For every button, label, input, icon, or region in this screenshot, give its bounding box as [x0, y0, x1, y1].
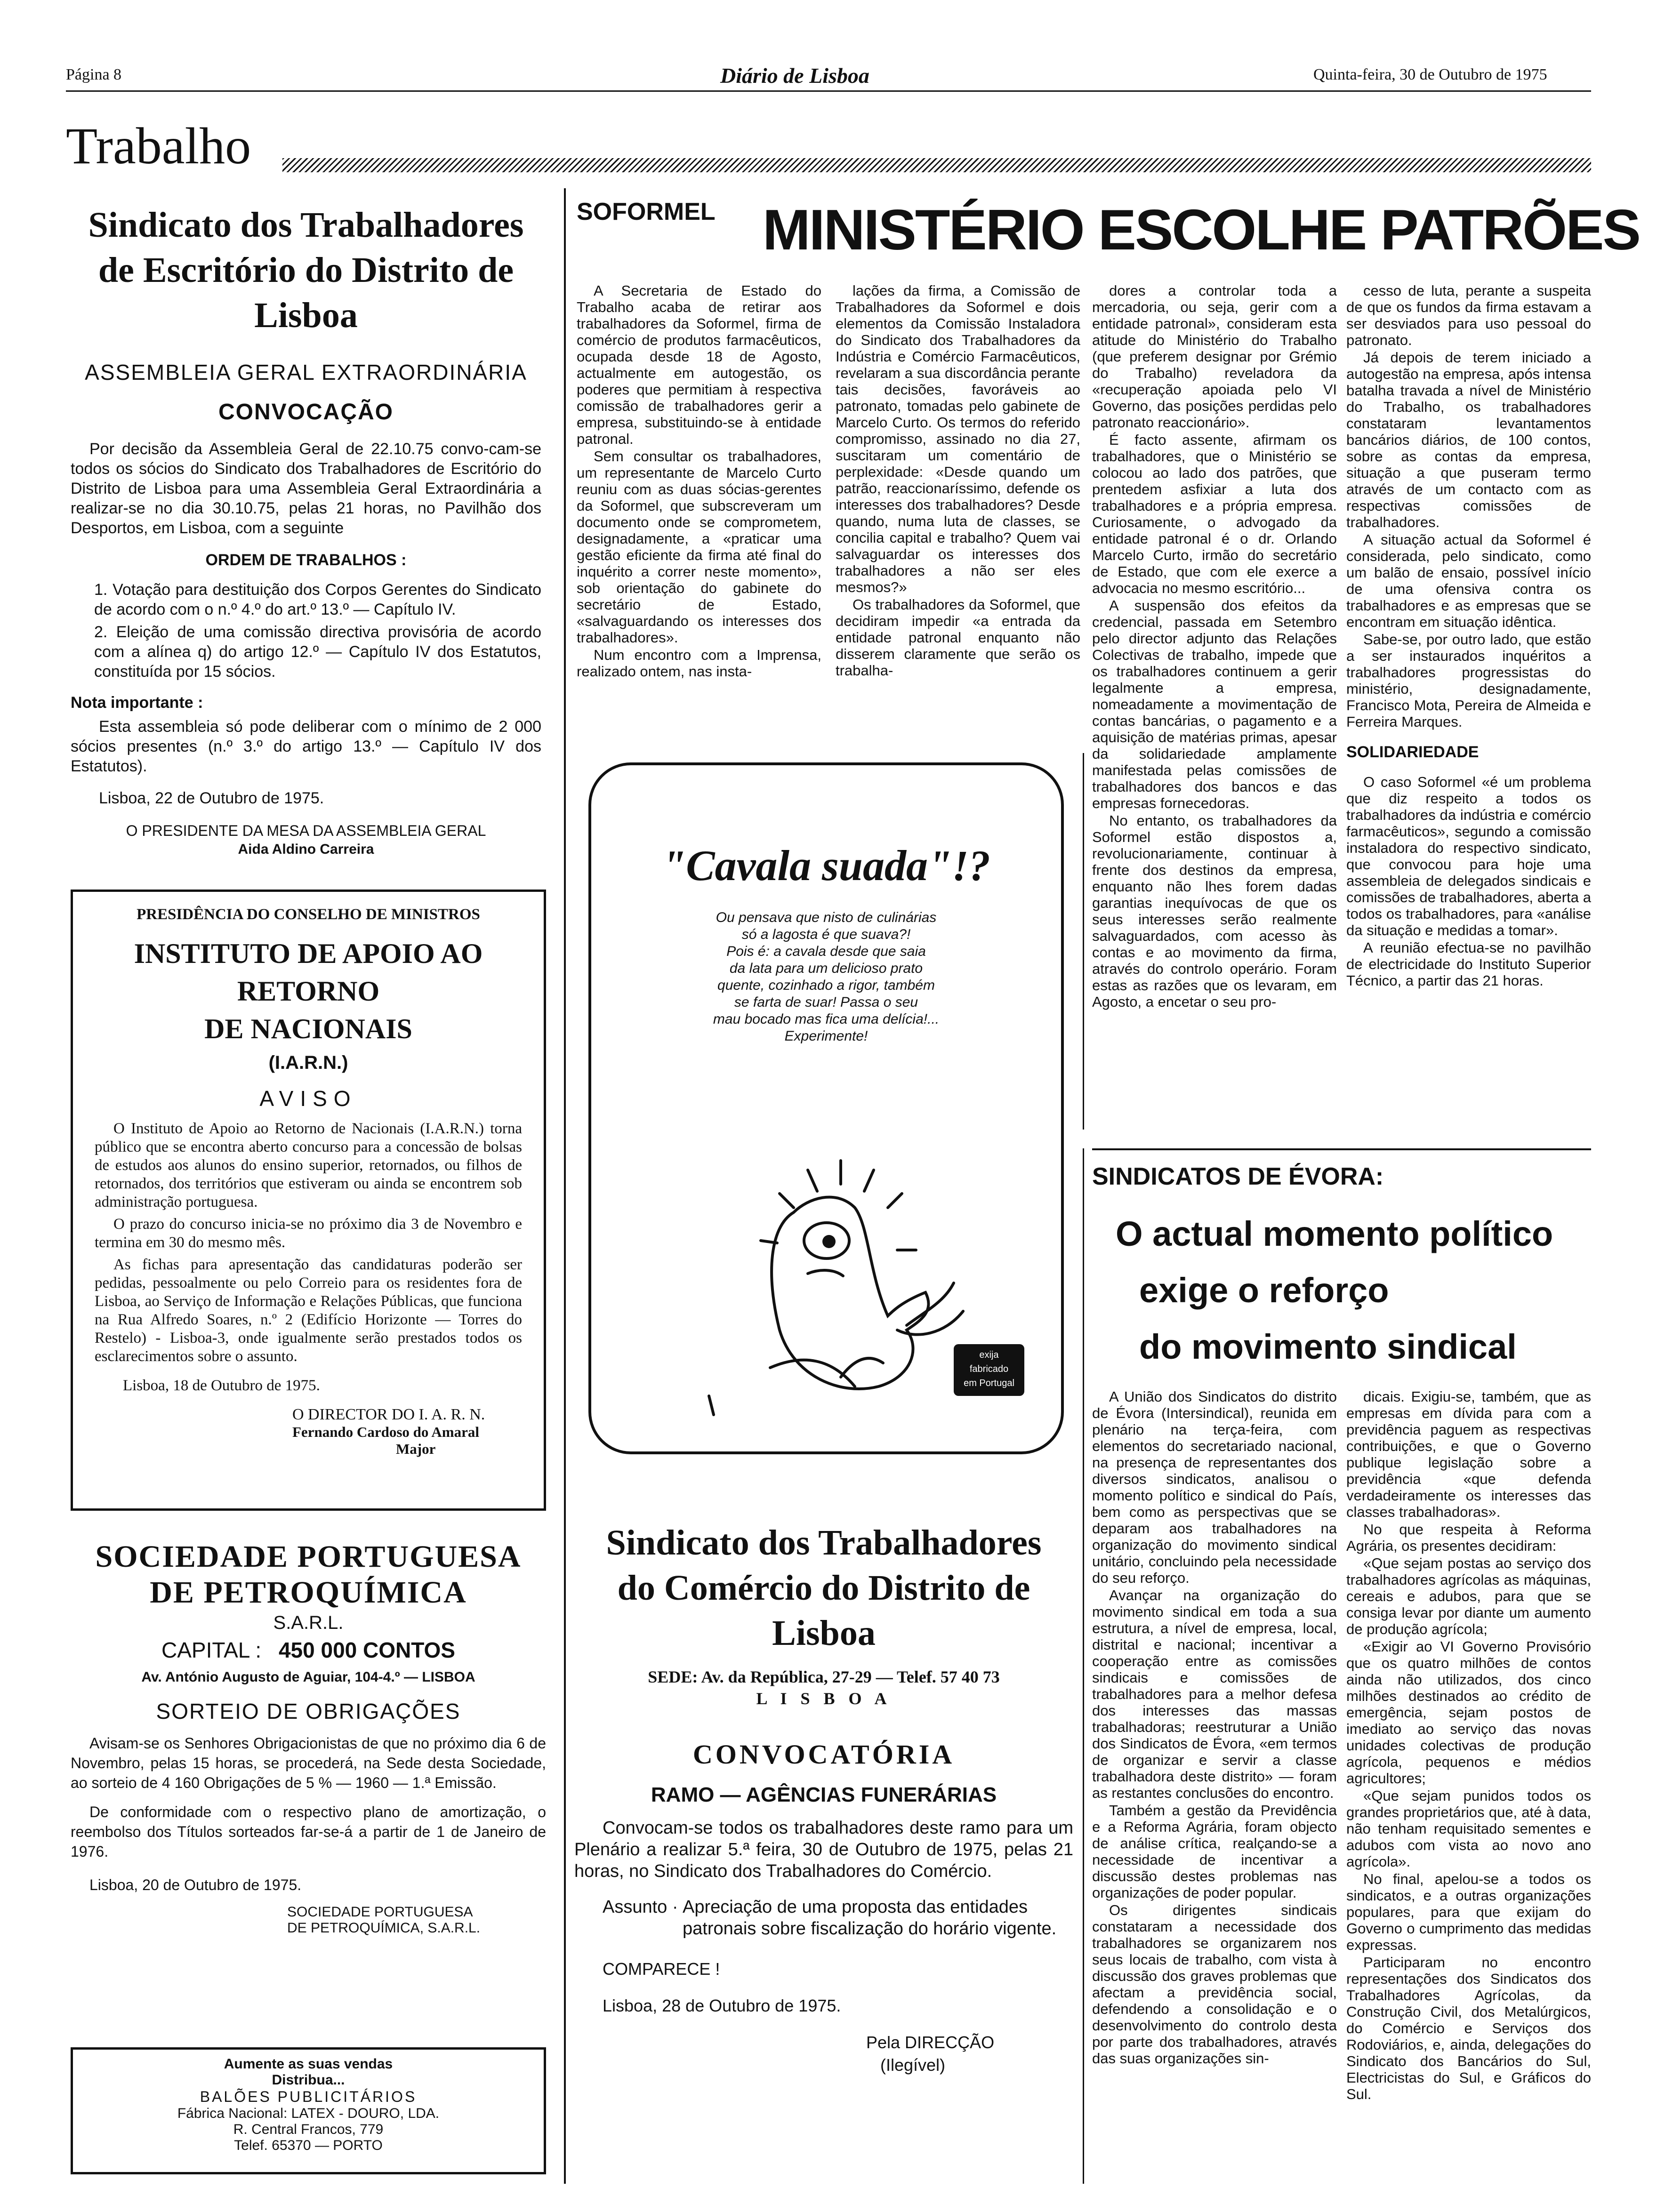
- escritorio-item-1: 1. Votação para destituição dos Corpos Gerentes do Sindicato de acordo com o n.º 4.º do art.º 13.º — Capítulo IV.: [94, 581, 541, 618]
- comercio-city: L I S B O A: [756, 1689, 892, 1708]
- soformel-c4-p4: Sabe-se, por outro lado, que estão a ser instaurados inquéritos a trabalhadores progressistas do ministério, designadamente, Francisco Mota, Pereira de Almeida e Ferreira Marques.: [1346, 631, 1591, 730]
- escritorio-subtitle: ASSEMBLEIA GERAL EXTRAORDINÁRIA: [85, 360, 527, 385]
- escritorio-note-heading: Nota importante :: [71, 694, 203, 712]
- escritorio-sign-name: Aida Aldino Carreira: [238, 842, 374, 857]
- evora-c2-p2: No que respeita à Reforma Agrária, os presentes decidiram:: [1346, 1521, 1591, 1554]
- petro-sarl: S.A.R.L.: [273, 1612, 344, 1633]
- evora-col-1: [1092, 1388, 1337, 2184]
- cavala-line-1: Ou pensava que nisto de culinárias: [716, 910, 937, 925]
- baloes-line-2: Distribua...: [272, 2072, 345, 2088]
- soformel-c2-p1: lações da firma, a Comissão de Trabalhadores da Soformel e dois elementos da Comissão Instaladora do Sindicato dos Trabalhadores da Indústria e Comércio Farmacêuticos, revelaram a sua discordância perante tais decisões, favoráveis ao patronato, tomadas pelo gabinete de Marcelo Curto. Os termos do referido compromisso, assinado no dia 27, suscitaram um comentário de perplexidade: «Desde quando um patrão, reaccionaríssimo, defende os interesses dos trabalhadores? Desde quando, numa luta de classes, se concilia capital e trabalho? Quem vai salvaguardar os interesses dos trabalhadores a não ser eles mesmos?»: [836, 282, 1080, 595]
- iarn-title-1: INSTITUTO DE APOIO AO RETORNO: [134, 938, 483, 1007]
- escritorio-note: Esta assembleia só pode deliberar com o mínimo de 2 000 sócios presentes (n.º 3.º do artigo 13.º — Capítulo IV dos Estatutos).: [71, 718, 541, 775]
- badge-line-3: em Portugal: [964, 1378, 1014, 1388]
- evora-kicker: SINDICATOS DE ÉVORA:: [1092, 1163, 1384, 1190]
- petro-title-1: SOCIEDADE PORTUGUESA: [95, 1539, 522, 1574]
- comercio-title-1: Sindicato dos Trabalhadores: [606, 1523, 1042, 1563]
- soformel-c3-p4: No entanto, os trabalhadores da Soformel estão dispostos a, revolucionariamente, continuar à frente dos destinos da empresa, enquanto não lhes forem dadas garantias inequívocas de que os seus interesses serão realmente salvaguardados, com acesso às contas e ao movimento da firma, através do controlo operário. Foram estas as razões que os levaram, em Agosto, a encetar o seu pro-: [1092, 812, 1337, 1010]
- escritorio-order-heading: ORDEM DE TRABALHOS :: [205, 551, 407, 569]
- iarn-p2: O prazo do concurso inicia-se no próximo dia 3 de Novembro e termina em 30 do mesmo mês.: [95, 1216, 522, 1251]
- petro-capital: [71, 1637, 546, 1663]
- iarn-title-2: DE NACIONAIS: [204, 1013, 412, 1044]
- evora-c1-p4: Os dirigentes sindicais constataram a necessidade dos trabalhadores se organizarem nos seus locais de trabalho, com vista à discussão dos graves problemas que afectam a previdência social, defendendo a consolidação e o desenvolvimento do controlo desta por parte dos trabalhadores, através das suas organizações sin-: [1092, 1902, 1337, 2067]
- iarn-p3: As fichas para apresentação das candidaturas poderão ser pedidas, pessoalmente ou pelo Correio para os residentes fora de Lisboa, ao Serviço de Informação e Relações Públicas, que funciona na Rua Alfredo Soares, n.º 2 (Edifício Horizonte — Torres do Restelo) - Lisboa-3, onde igualmente serão prestados todos os esclarecimentos sobre o assunto.: [95, 1256, 522, 1365]
- soformel-kicker: SOFORMEL: [577, 198, 716, 225]
- comercio-sign-2: (Ilegível): [880, 2055, 946, 2075]
- soformel-col-2: [836, 282, 1080, 739]
- header-date: Quinta-feira, 30 de Outubro de 1975: [1313, 66, 1547, 83]
- soformel-c4-p1: cesso de luta, perante a suspeita de que os fundos da firma estavam a ser desviados para uso pessoal do patronato.: [1346, 282, 1591, 348]
- soformel-col-3: [1092, 282, 1337, 1134]
- soformel-col-4: [1346, 282, 1591, 1134]
- baloes-line-5: R. Central Francos, 779: [233, 2122, 384, 2137]
- masthead: Diário de Lisboa: [720, 64, 869, 88]
- petro-notice: [71, 1539, 546, 2043]
- escritorio-date: Lisboa, 22 de Outubro de 1975.: [99, 789, 324, 807]
- soformel-c4-p2: Já depois de terem iniciado a autogestão na empresa, após intensa batalha travada a nível de Ministério do Trabalho, os trabalhadores constataram levantamentos bancários diários, de 100 contos, sobre as contas da empresa, situação a que puseram termo através de um contacto com as respectivas comissões de trabalhadores.: [1346, 349, 1591, 530]
- soformel-c3-p2: É facto assente, afirmam os trabalhadores, que o Ministério se colocou ao lado dos patrões, que prentedem asfixiar a luta dos trabalhadores e a própria empresa. Curiosamente, o advogado da entidade patronal é o dr. Orlando Marcelo Curto, irmão do secretário de Estado, que com ele exerce a advocacia no mesmo escritório...: [1092, 432, 1337, 596]
- baloes-line-3: BALÕES PUBLICITÁRIOS: [200, 2088, 417, 2105]
- comercio-title-2: do Comércio do Distrito de Lisboa: [617, 1568, 1030, 1653]
- escritorio-item-2: 2. Eleição de uma comissão directiva provisória de acordo com a alínea q) do artigo 12.º — Capítulo IV dos Estatutos, constituída por 15 sócios.: [94, 623, 541, 681]
- section-hatch: [282, 158, 1591, 172]
- evora-c2-p4: «Exigir ao VI Governo Provisório que os quatro milhões de contos ainda não utilizados, dos cinco milhões destinados ao crédito de emergência, sejam postos de imediato ao serviço das novas unidades colectivas de produção agrícola, pequenos e médios agricultores;: [1346, 1638, 1591, 1787]
- sweating-fish-illustration: [700, 1132, 991, 1434]
- iarn-sign-rank: Major: [396, 1441, 436, 1457]
- evora-c1-p3: Também a gestão da Previdência e a Reforma Agrária, foram objecto de análise crítica, realçando-se a necessidade de incentivar a discussão destes problemas nas organizações de poder popular.: [1092, 1802, 1337, 1901]
- escritorio-notice: [71, 202, 541, 857]
- comercio-notice: [574, 1520, 1073, 2188]
- soformel-solid-heading: SOLIDARIEDADE: [1346, 743, 1479, 761]
- petro-p2: De conformidade com o respectivo plano de amortização, o reembolso dos Títulos sorteados far-se-á a partir de 1 de Janeiro de 1976.: [71, 1803, 546, 1860]
- iarn-acronym: (I.A.R.N.): [268, 1052, 348, 1073]
- badge-line-2: fabricado: [969, 1364, 1009, 1374]
- petro-heading: SORTEIO DE OBRIGAÇÕES: [156, 1699, 461, 1723]
- evora-top-rule: [1092, 1148, 1591, 1150]
- baloes-line-1: Aumente as suas vendas: [224, 2056, 393, 2072]
- evora-headline-3: do movimento sindical: [1139, 1327, 1517, 1366]
- evora-headline-1: O actual momento político: [1116, 1214, 1553, 1253]
- evora-c2-p3: «Que sejam postas ao serviço dos trabalhadores agrícolas as máquinas, cereais e adubos, para que se consiga levar por diante um aumento de produção agrícola;: [1346, 1555, 1591, 1637]
- cavala-line-6: se farta de suar! Passa o seu: [734, 994, 918, 1010]
- soformel-solid-p2: A reunião efectua-se no pavilhão de electricidade do Instituto Superior Técnico, a partir das 21 horas.: [1346, 939, 1591, 989]
- petro-p1: Avisam-se os Senhores Obrigacionistas de que no próximo dia 6 de Novembro, pelas 15 horas, se procederá, na Sede desta Sociedade, ao sorteio de 4 160 Obrigações de 5 % — 1960 — 1.ª Emissão.: [71, 1735, 546, 1791]
- iarn-p1: O Instituto de Apoio ao Retorno de Nacionais (I.A.R.N.) torna público que se encontra aberto concurso para a concessão de bolsas de estudos aos alunos do ensino superior, retornados, ou filhos de retornados, dos territórios que estiveram ou ainda se encontrem sob administração portuguesa.: [95, 1120, 522, 1210]
- soformel-col-1: [577, 282, 821, 739]
- cavala-line-2: só a lagosta é que suava?!: [741, 927, 911, 942]
- soformel-headline: MINISTÉRIO ESCOLHE PATRÕES: [763, 198, 1640, 262]
- cavala-line-3: Pois é: a cavala desde que saia: [726, 944, 926, 959]
- comercio-p1: Convocam-se todos os trabalhadores deste ramo para um Plenário a realizar 5.ª feira, 30 de Outubro de 1975, pelas 21 horas, no Sindicato dos Trabalhadores do Comércio.: [574, 1818, 1073, 1881]
- soformel-c3-p3: A suspensão dos efeitos da credencial, passada em Setembro pelo director adjunto das Relações Colectivas de trabalho, impede que os trabalhadores continuem a gerir legalmente a empresa, nomeadamente a movimentação de contas bancárias, o pagamento e a aquisição de matérias primas, apesar da solidariedade amplamente manifestada pelas comissões de trabalhadores dos bancos e das empresas fornecedoras.: [1092, 597, 1337, 811]
- escritorio-sign-title: O PRESIDENTE DA MESA DA ASSEMBLEIA GERAL: [126, 822, 486, 839]
- soformel-c2-p2: Os trabalhadores da Soformel, que decidiram impedir «a entrada da entidade patronal enquanto não disserem claramente que serão os trabalha-: [836, 596, 1080, 679]
- petro-sign-2: DE PETROQUÍMICA, S.A.R.L.: [287, 1920, 481, 1936]
- iarn-sign-name: Fernando Cardoso do Amaral: [292, 1424, 479, 1440]
- middle-divider: [1083, 1148, 1084, 2184]
- baloes-line-4: Fábrica Nacional: LATEX - DOURO, LDA.: [177, 2106, 440, 2121]
- cavala-line-7: mau bocado mas fica uma delícia!...: [713, 1011, 940, 1027]
- column-divider: [564, 188, 566, 2184]
- cavala-line-4: da lata para um delicioso prato: [729, 961, 923, 976]
- soformel-c1-p1: A Secretaria de Estado do Trabalho acaba de retirar aos trabalhadores da Soformel, firma de comércio de produtos farmacêuticos, ocupada desde 18 de Agosto, actualmente em autogestão, os poderes que permitiam à respectiva comissão de trabalhadores gerir a empresa, substituindo-se à entidade patronal.: [577, 282, 821, 447]
- petro-sign-1: SOCIEDADE PORTUGUESA: [287, 1904, 473, 1920]
- iarn-top: PRESIDÊNCIA DO CONSELHO DE MINISTROS: [137, 906, 480, 923]
- section-title: Trabalho: [66, 117, 251, 175]
- petro-title-2: DE PETROQUÍMICA: [150, 1575, 467, 1610]
- soformel-c1-p2: Sem consultar os trabalhadores, um representante de Marcelo Curto reuniu com as duas sócias-gerentes da Soformel, que subscreveram um documento onde se comprometem, designadamente, a «praticar uma gestão eficiente da firma até final do inquérito a correr neste momento», sob orientação do gabinete do secretário de Estado, «salvaguardando os interesses dos trabalhadores».: [577, 448, 821, 646]
- escritorio-title-2: de Escritório do Distrito de Lisboa: [98, 250, 514, 335]
- iarn-sign-title: O DIRECTOR DO I. A. R. N.: [292, 1406, 485, 1423]
- badge-line-1: exija: [979, 1350, 999, 1360]
- fabricado-badge: [954, 1344, 1024, 1396]
- comercio-assunto: Apreciação de uma proposta das entidades patronais sobre fiscalização do horário vigente.: [683, 1897, 1057, 1939]
- escritorio-heading: CONVOCAÇÃO: [218, 400, 394, 425]
- evora-c2-p7: Participaram no encontro representações dos Sindicatos dos Trabalhadores Agrícolas, da Construção Civil, dos Metalúrgicos, do Comércio e Serviços dos Rodoviários, e, ainda, delegações do Sindicato dos Bancários do Sul, Electricistas do Sul, e Gráficos do Sul.: [1346, 1954, 1591, 2102]
- evora-c1-p2: Avançar na organização do movimento sindical em toda a sua estrutura, a nível de empresa, local, distrital e nacional; incentivar a cooperação entre as comissões sindicais e comissões de trabalhadores para a melhor defesa dos interesses das massas trabalhadoras; reestruturar a União dos Sindicatos de Évora, «em termos de organizar e servir a classe trabalhadora deste distrito» — foram as restantes conclusões do encontro.: [1092, 1587, 1337, 1801]
- header-rule: [66, 90, 1591, 92]
- comercio-date: Lisboa, 28 de Outubro de 1975.: [603, 1996, 841, 2015]
- baloes-line-6: Telef. 65370 — PORTO: [234, 2138, 383, 2153]
- cavala-ad: [588, 762, 1064, 1454]
- cavala-line-5: quente, cozinhado a rigor, também: [717, 978, 935, 993]
- baloes-ad: [71, 2047, 546, 2174]
- comercio-sign: Pela DIRECÇÃO: [866, 2033, 995, 2052]
- comercio-sede: SEDE: Av. da República, 27-29 — Telef. 57 40 73: [648, 1667, 1000, 1686]
- comercio-assunto-label: Assunto ·: [603, 1897, 678, 1917]
- petro-date: Lisboa, 20 de Outubro de 1975.: [89, 1876, 302, 1893]
- page-number: Página 8: [66, 66, 122, 83]
- escritorio-intro: Por decisão da Assembleia Geral de 22.10.75 convo-cam-se todos os sócios do Sindicato dos Trabalhadores de Escritório do Distrito de Lisboa para uma Assembleia Geral Extraordinária a realizar-se no dia 30.10.75, pelas 21 horas, no Pavilhão dos Desportos, em Lisboa, com a seguinte: [71, 440, 541, 537]
- evora-c2-p1: dicais. Exigiu-se, também, que as empresas em dívida para com a previdência paguem as respectivas contribuições, e que o Governo publique legislação sobre a previdência «que defenda verdadeiramente os interesses das classes trabalhadoras».: [1346, 1388, 1591, 1520]
- comercio-comparece: COMPARECE !: [603, 1959, 720, 1979]
- comercio-sub: RAMO — AGÊNCIAS FUNERÁRIAS: [651, 1783, 997, 1806]
- escritorio-title-1: Sindicato dos Trabalhadores: [88, 205, 524, 245]
- evora-c1-p1: A União dos Sindicatos do distrito de Évora (Intersindical), reunida em plenário na terça-feira, com elementos do secretariado nacional, na presença de representantes dos diversos sindicatos, analisou o momento político e sindical do País, bem como as perspectivas que se deparam aos trabalhadores na organização do movimento sindical unitário, concluindo pela necessidade do seu reforço.: [1092, 1388, 1337, 1586]
- soformel-c4-p3: A situação actual da Soformel é considerada, pelo sindicato, como um balão de ensaio, possível início de uma ofensiva contra os trabalhadores e as empresas que se encontram em situação idêntica.: [1346, 531, 1591, 630]
- iarn-date: Lisboa, 18 de Outubro de 1975.: [123, 1377, 320, 1394]
- evora-c2-p5: «Que sejam punidos todos os grandes proprietários que, até à data, não tenham requisitado sementes e adubos com vista ao novo ano agrícola».: [1346, 1787, 1591, 1870]
- evora-col-2: [1346, 1388, 1591, 2184]
- soformel-solid-p1: O caso Soformel «é um problema que diz respeito a todos os trabalhadores da indústria e comércio farmacêuticos», segundo a comissão instaladora do respectivo sindicato, que convocou para hoje uma assembleia de delegados sindicais e comissões de trabalhadores, aberta a todos os trabalhadores, para «análise da situação e medidas a tomar».: [1346, 774, 1591, 938]
- soformel-c1-p3: Num encontro com a Imprensa, realizado ontem, nas insta-: [577, 647, 821, 680]
- cavala-text: [591, 909, 1061, 1045]
- petro-address: Av. António Augusto de Aguiar, 104-4.º — LISBOA: [141, 1669, 475, 1685]
- evora-headline-2: exige o reforço: [1139, 1271, 1389, 1310]
- evora-c2-p6: No final, apelou-se a todos os sindicatos, e a outras organizações populares, para que exijam do Governo o cumprimento das medidas expressas.: [1346, 1871, 1591, 1953]
- soformel-c3-p1: dores a controlar toda a mercadoria, ou seja, gerir com a entidade patronal», consideram esta atitude do Ministério do Trabalho (que preferem designar por Grémio do Trabalho) reveladora da «recuperação apoiada pelo VI Governo, das posições perdidas pelo patronato reaccionário».: [1092, 282, 1337, 431]
- soformel-divider: [1083, 753, 1084, 1130]
- comercio-heading: CONVOCATÓRIA: [692, 1739, 955, 1770]
- petro-capital-label: CAPITAL :: [161, 1638, 262, 1662]
- cavala-title: "Cavala suada"!?: [662, 842, 990, 890]
- iarn-heading: AVISO: [259, 1086, 357, 1111]
- cavala-line-8: Experimente!: [784, 1028, 868, 1044]
- iarn-notice: [71, 890, 546, 1511]
- petro-capital-value: 450 000 CONTOS: [278, 1638, 455, 1662]
